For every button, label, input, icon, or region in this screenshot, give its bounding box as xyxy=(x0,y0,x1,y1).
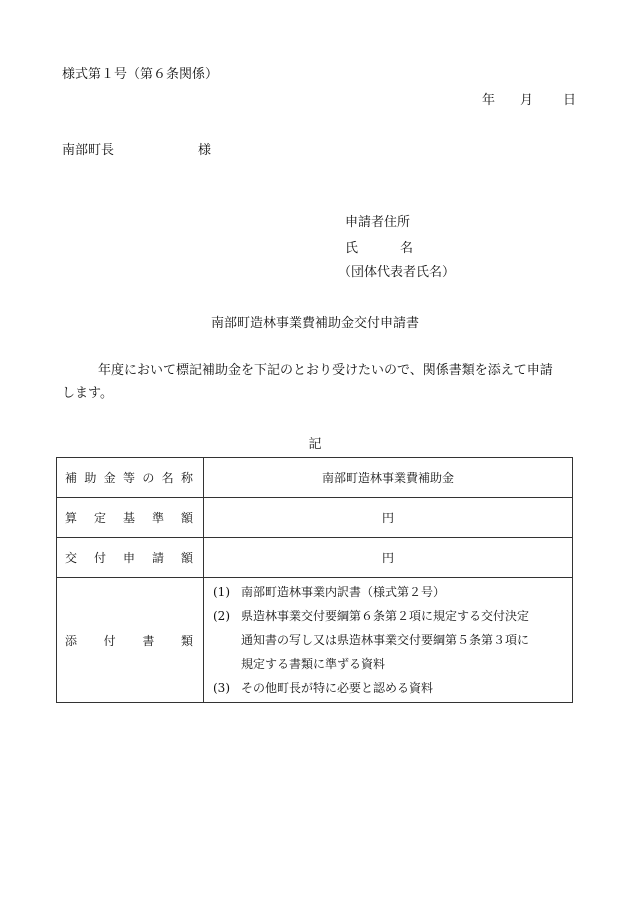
applicant-name-label-2: 名 xyxy=(400,241,414,256)
date-month-label: 月 xyxy=(520,93,534,108)
label-cell-calculation-base xyxy=(57,498,204,538)
form-number: 様式第１号（第６条関係） xyxy=(62,67,219,82)
value-application-amount-yen: 円 xyxy=(204,538,573,578)
table-row-attachments xyxy=(57,578,573,703)
attachment-item-3-text: その他町長が特に必要と認める資料 xyxy=(241,681,434,695)
label-char: 額 xyxy=(180,551,193,565)
attachment-item-2-text-line-3: 規定する書類に準ずる資料 xyxy=(241,657,386,671)
label-char: 金 xyxy=(103,471,116,485)
attachment-item-2 xyxy=(213,604,566,628)
document-title: 南部町造林事業費補助金交付申請書 xyxy=(210,316,419,331)
honorific: 様 xyxy=(198,143,212,158)
label-char: 申 xyxy=(122,551,135,565)
applicant-address-label: 申請者住所 xyxy=(345,215,411,230)
label-char: 付 xyxy=(103,633,116,648)
label-char: 額 xyxy=(180,511,193,525)
label-char: 交 xyxy=(65,551,78,565)
applicant-representative-label: （団体代表者氏名） xyxy=(338,265,456,280)
table-row-application-amount xyxy=(57,538,573,578)
attachment-item-1 xyxy=(213,580,566,604)
label-char: 助 xyxy=(84,471,97,485)
attachment-item-1-text: 南部町造林事業内訳書（様式第２号） xyxy=(241,585,446,599)
ki-heading: 記 xyxy=(308,437,322,452)
table-row-calculation-base xyxy=(57,498,573,538)
attachment-item-3-number: (3) xyxy=(213,681,230,695)
label-char: 準 xyxy=(151,511,164,525)
label-char: 補 xyxy=(65,471,78,485)
label-char: 算 xyxy=(65,511,78,525)
label-char: の xyxy=(142,471,155,485)
value-calculation-base-yen: 円 xyxy=(204,498,573,538)
label-calculation-base xyxy=(57,509,203,526)
applicant-name-label-1: 氏 xyxy=(345,241,359,256)
label-char: 添 xyxy=(65,633,78,648)
attachment-item-2-text-line-2: 通知書の写し又は県造林事業交付要綱第５条第３項に xyxy=(241,633,530,647)
label-application-amount xyxy=(57,549,203,566)
label-cell-application-amount xyxy=(57,538,204,578)
date-year-label: 年 xyxy=(482,93,496,108)
label-char: 付 xyxy=(93,551,106,565)
label-char: 書 xyxy=(142,633,155,648)
label-char: 名 xyxy=(161,471,174,485)
label-char: 定 xyxy=(93,511,106,525)
body-text-line-2: します。 xyxy=(62,386,113,401)
label-char: 基 xyxy=(122,511,135,525)
label-char: 請 xyxy=(151,551,164,565)
label-cell-attachments xyxy=(57,578,204,703)
date-day-label: 日 xyxy=(563,93,577,108)
label-char: 等 xyxy=(122,471,135,485)
application-table xyxy=(56,457,573,703)
label-subsidy-name xyxy=(57,469,203,486)
label-char: 類 xyxy=(180,633,193,648)
label-attachments xyxy=(57,632,203,649)
addressee: 南部町長 xyxy=(62,143,115,158)
value-subsidy-name: 南部町造林事業費補助金 xyxy=(204,458,573,498)
label-char: 称 xyxy=(180,471,193,485)
attachment-item-2-number: (2) xyxy=(213,609,230,623)
attachments-list xyxy=(204,580,572,700)
table-row-subsidy-name xyxy=(57,458,573,498)
attachment-item-3 xyxy=(213,676,566,700)
attachment-item-2-text-line-1: 県造林事業交付要綱第６条第２項に規定する交付決定 xyxy=(241,609,530,623)
body-text-line-1: 年度において標記補助金を下記のとおり受けたいので、関係書類を添えて申請 xyxy=(98,363,553,378)
label-cell-subsidy-name xyxy=(57,458,204,498)
attachment-item-1-number: (1) xyxy=(213,585,230,599)
attachments-list-cell xyxy=(204,578,573,703)
